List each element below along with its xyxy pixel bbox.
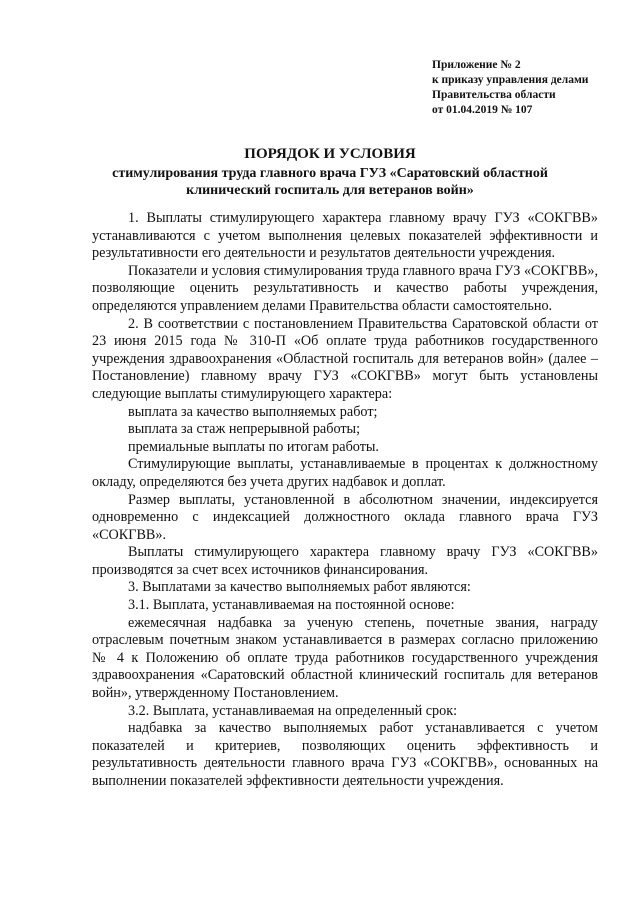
paragraph-3: 2. В соответствии с постановлением Правительства Саратовской области от 23 июня 2015 года № 310-П «Об оплате труда работников государственного учреждения здравоохранения «Областной госпиталь для ветеранов войн» (далее – Постановление) главному врачу ГУЗ «СОКГВВ» могут быть установлены следующие выплаты стимулирующего характера: (92, 315, 598, 402)
paragraph-1: 1. Выплаты стимулирующего характера главному врачу ГУЗ «СОКГВВ» устанавливаются с учетом выполнения целевых показателей эффективности и результативности его деятельности и результатов деятельности учреждения. (92, 210, 598, 262)
list-item-bonus-payment: премиальные выплаты по итогам работы. (128, 438, 379, 455)
title-heading: ПОРЯДОК И УСЛОВИЯ (244, 146, 416, 162)
paragraph-7: Стимулирующие выплаты, устанавливаемые в процентах к должностному окладу, определяются без учета других надбавок и доплат. (92, 456, 598, 490)
annex-date: от 01.04.2019 № 107 (432, 104, 533, 116)
paragraph-8: Размер выплаты, установленной в абсолютном значении, индексируется одновременно с индексацией должностного оклада главного врача ГУЗ «СОКГВВ». (92, 491, 598, 543)
annex-order-ref: к приказу управления делами (432, 74, 589, 86)
paragraph-10: 3. Выплатами за качество выполняемых работ являются: (128, 579, 471, 596)
paragraph-14: надбавка за качество выполняемых работ устанавливается с учетом показателей и критериев, позволяющих оценить эффективность и результативность деятельности главного врача ГУЗ «СОКГВВ», основанных на выполнении показателей эффективности деятельности учреждения. (92, 720, 598, 789)
paragraph-9: Выплаты стимулирующего характера главному врачу ГУЗ «СОКГВВ» производятся за счет всех источников финансирования. (92, 544, 598, 578)
document-title (60, 146, 600, 200)
title-subtitle-line2: клинический госпиталь для ветеранов войн» (186, 183, 474, 198)
document-body (92, 210, 598, 791)
paragraph-11: 3.1. Выплата, устанавливаемая на постоянной основе: (128, 597, 455, 614)
annex-header (432, 58, 622, 118)
annex-authority: Правительства области (432, 89, 556, 101)
title-subtitle-line1: стимулирования труда главного врача ГУЗ «Саратовский областной (112, 165, 548, 181)
list-item-seniority-payment: выплата за стаж непрерывной работы; (128, 421, 361, 438)
paragraph-2: Показатели и условия стимулирования труда главного врача ГУЗ «СОКГВВ», позволяющие оценить результативность и качество работы учреждения, определяются управлением делами Правительства области самостоятельно. (92, 262, 598, 314)
paragraph-12: ежемесячная надбавка за ученую степень, почетные звания, награду отраслевым почетным знаком устанавливается в размерах согласно приложению № 4 к Положению об оплате труда работников государственного учреждения здравоохранения «Саратовский областной клинический госпиталь для ветеранов войн», утвержденному Постановлением. (92, 614, 598, 702)
annex-number: Приложение № 2 (432, 59, 521, 71)
paragraph-13: 3.2. Выплата, устанавливаемая на определенный срок: (128, 702, 458, 719)
list-item-quality-payment: выплата за качество выполняемых работ; (128, 403, 378, 420)
